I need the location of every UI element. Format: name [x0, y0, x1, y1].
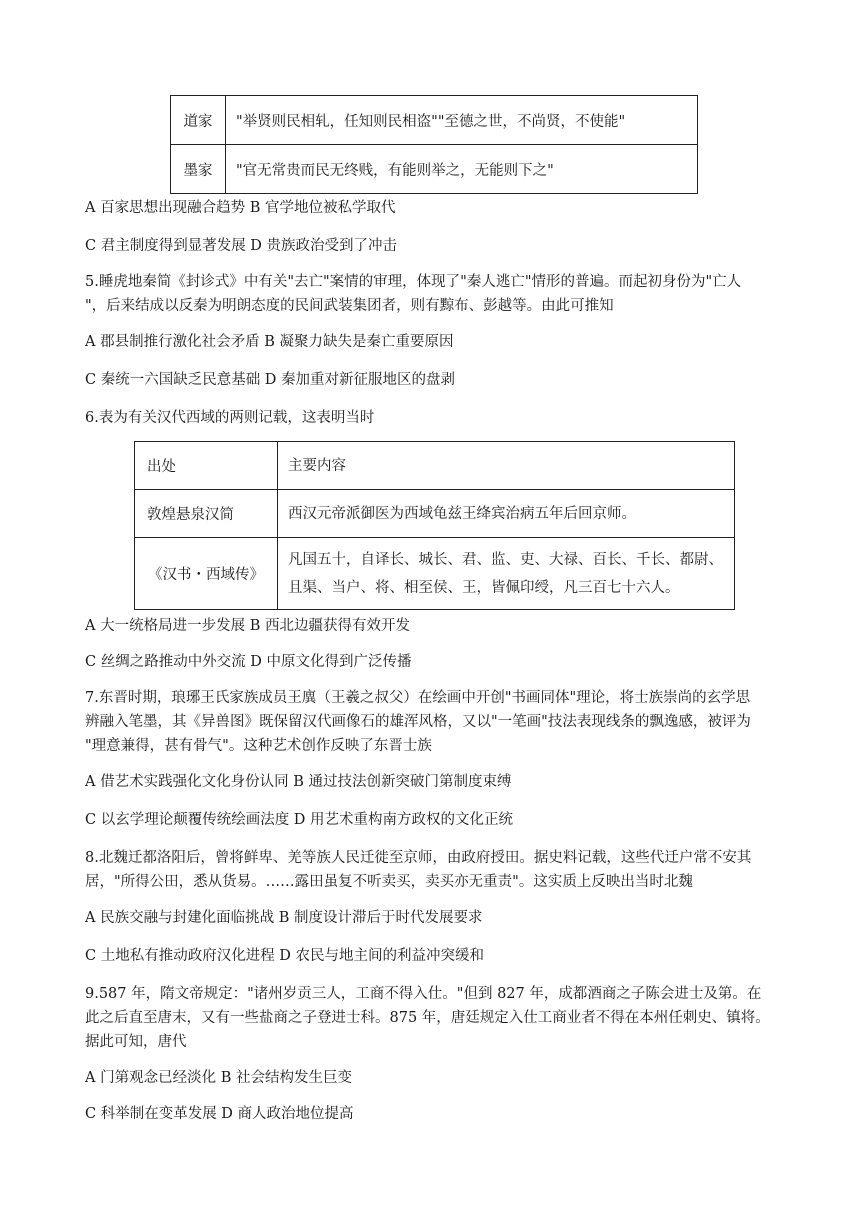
source-cell: 敦煌悬泉汉简: [135, 490, 278, 538]
q8-stem-line-2: 居，"所得公田，悉从货易。……露田虽复不听卖买，卖买亦无重责"。这实质上反映出当时北魏: [85, 874, 693, 890]
q9-stem-line-2: 此之后直至唐末，又有一些盐商之子登进士科。875 年，唐廷规定入仕工商业者不得在本州任刺史、镇将。: [85, 1010, 770, 1026]
content-cell: "举贤则民相轧，任知则民相盗""至德之世，不尚贤，不使能": [226, 96, 698, 145]
content-cell: [278, 490, 735, 538]
content-line: 且渠、当户、将、相至侯、王，皆佩印绶，凡三百七十六人。: [288, 579, 680, 596]
records-table: [134, 441, 735, 610]
content-line: 凡国五十，自译长、城长、君、监、吏、大禄、百长、千长、都尉、: [288, 551, 723, 568]
q8-options-line-1: A 民族交融与封建化面临挑战 B 制度设计滞后于时代发展要求: [85, 910, 483, 926]
q5-stem-line-1: 5.睡虎地秦简《封诊式》中有关"去亡"案情的审理，体现了"秦人逃亡"情形的普遍。而起初身份为"亡人: [85, 274, 742, 290]
q5-stem-line-2: "，后来结成以反秦为明朗态度的民间武装集团者，则有黥布、彭越等。由此可推知: [85, 298, 614, 314]
q6-options-line-2: C 丝绸之路推动中外交流 D 中原文化得到广泛传播: [85, 654, 412, 670]
q6-stem: 6.表为有关汉代西域的两则记载，这表明当时: [85, 410, 375, 426]
q8-options-line-2: C 土地私有推动政府汉化进程 D 农民与地主间的利益冲突缓和: [85, 948, 485, 964]
q7-stem-line-1: 7.东晋时期，琅琊王氏家族成员王廙（王羲之叔父）在绘画中开创"书画同体"理论，将士族崇尚的玄学思: [85, 690, 751, 706]
table-header-row: [135, 442, 735, 490]
q7-stem-line-2: 辨融入笔墨，其《异兽图》既保留汉代画像石的雄浑风格，又以"一笔画"技法表现线条的飘逸感，被评为: [85, 714, 751, 730]
source-cell: 《汉书・西域传》: [135, 538, 278, 610]
q7-options-line-1: A 借艺术实践强化文化身份认同 B 通过技法创新突破门第制度束缚: [85, 774, 512, 790]
q7-options-line-2: C 以玄学理论颠覆传统绘画法度 D 用艺术重构南方政权的文化正统: [85, 812, 514, 828]
school-cell: 道家: [171, 96, 226, 145]
content-cell: "官无常贵而民无终贱，有能则举之，无能则下之": [226, 145, 698, 194]
header-source: 出处: [135, 442, 278, 490]
q5-options-line-1: A 郡县制推行激化社会矛盾 B 凝聚力缺失是秦亡重要原因: [85, 334, 454, 350]
q9-options-line-1: A 门第观念已经淡化 B 社会结构发生巨变: [85, 1070, 352, 1086]
q8-stem-line-1: 8.北魏迁都洛阳后，曾将鲜卑、羌等族人民迁徙至京师，由政府授田。据史料记载，这些代迁户常不安其: [85, 850, 752, 866]
q7-stem-line-3: "理意兼得，甚有骨气"。这种艺术创作反映了东晋士族: [85, 738, 432, 754]
q9-stem-line-3: 据此可知，唐代: [85, 1034, 187, 1050]
header-content: 主要内容: [278, 442, 735, 490]
table-row: [171, 96, 698, 145]
q9-stem-line-1: 9.587 年，隋文帝规定："诸州岁贡三人，工商不得入仕。"但到 827 年，成都酒商之子陈会进士及第。在: [85, 986, 762, 1002]
q4-options-line-2: C 君主制度得到显著发展 D 贵族政治受到了冲击: [85, 238, 398, 254]
content-line: 西汉元帝派御医为西域龟兹王绛宾治病五年后回京师。: [288, 505, 636, 522]
school-cell: 墨家: [171, 145, 226, 194]
q9-options-line-2: C 科举制在变革发展 D 商人政治地位提高: [85, 1106, 354, 1122]
schools-table: [170, 95, 698, 194]
table-row: [171, 145, 698, 194]
q4-options-line-1: A 百家思想出现融合趋势 B 官学地位被私学取代: [85, 200, 396, 216]
table-row: [135, 538, 735, 610]
q6-options-line-1: A 大一统格局进一步发展 B 西北边疆获得有效开发: [85, 618, 410, 634]
table-row: [135, 490, 735, 538]
q5-options-line-2: C 秦统一六国缺乏民意基础 D 秦加重对新征服地区的盘剥: [85, 372, 456, 388]
content-cell: [278, 538, 735, 610]
